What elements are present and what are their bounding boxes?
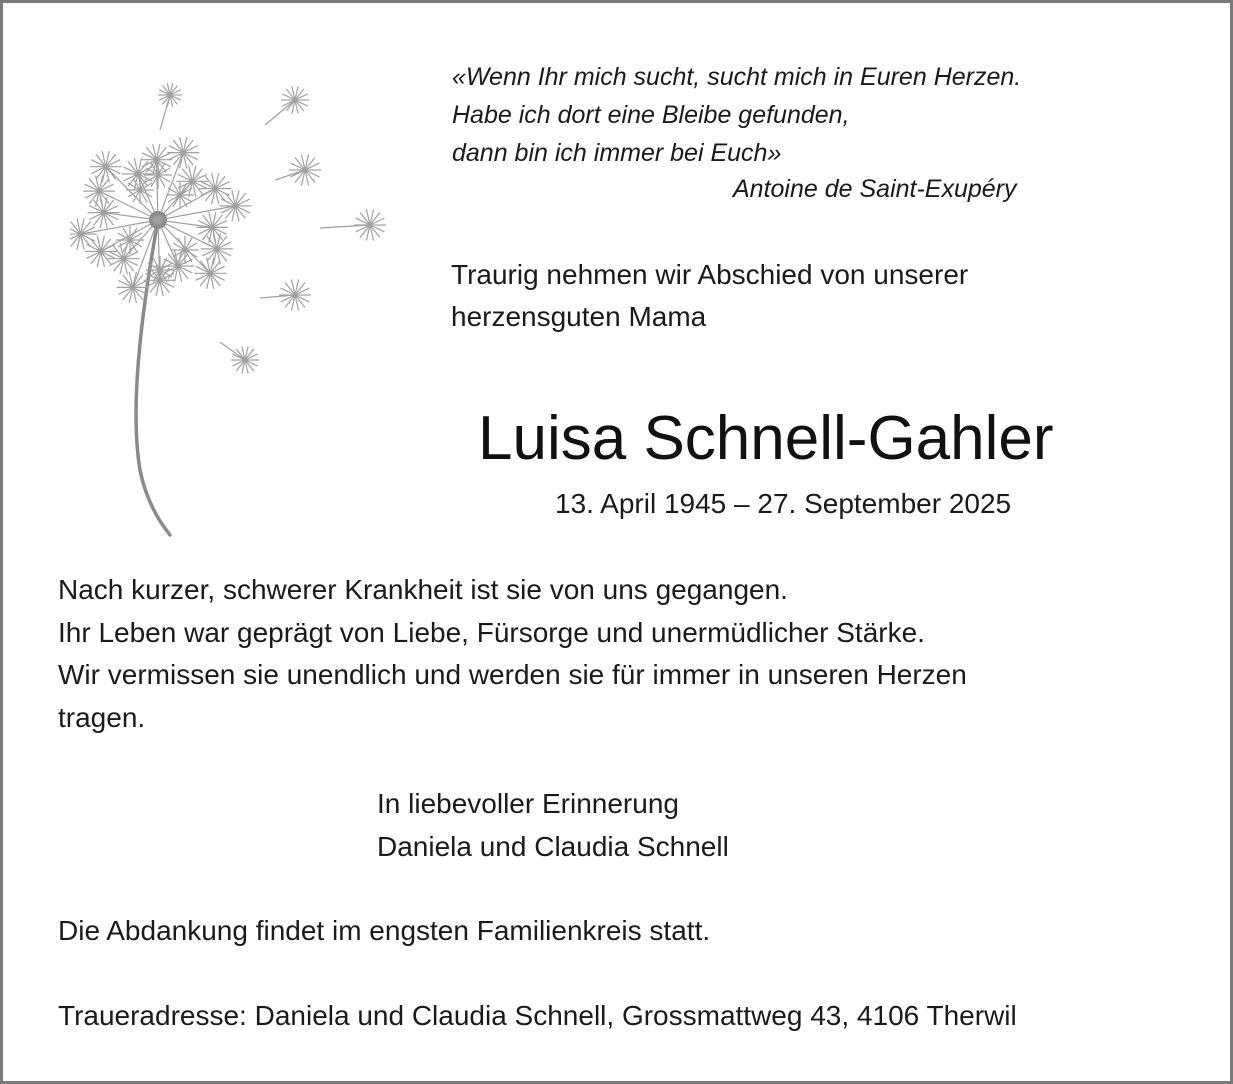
quote-line: dann bin ich immer bei Euch» bbox=[452, 139, 782, 167]
quote-line: Habe ich dort eine Bleibe gefunden, bbox=[452, 101, 850, 129]
quote-author: Antoine de Saint-Exupéry bbox=[733, 175, 1017, 203]
intro-line: herzensguten Mama bbox=[451, 301, 707, 332]
memory-signature bbox=[377, 782, 729, 868]
life-dates: 13. April 1945 – 27. September 2025 bbox=[555, 488, 1012, 519]
intro-text bbox=[451, 254, 968, 338]
memory-line: In liebevoller Erinnerung bbox=[377, 788, 679, 819]
body-line: Ihr Leben war geprägt von Liebe, Fürsorge und unermüdlicher Stärke. bbox=[58, 616, 925, 648]
memory-line: Daniela und Claudia Schnell bbox=[377, 831, 729, 862]
quote-block bbox=[452, 58, 1021, 172]
intro-line: Traurig nehmen wir Abschied von unserer bbox=[451, 259, 969, 290]
ceremony-note: Die Abdankung findet im engsten Familienkreis statt. bbox=[58, 915, 711, 946]
mourning-address: Traueradresse: Daniela und Claudia Schnell, Grossmattweg 43, 4106 Therwil bbox=[58, 1000, 1017, 1031]
body-text bbox=[58, 569, 967, 739]
body-line: Wir vermissen sie unendlich und werden sie für immer in unseren Herzen bbox=[58, 659, 967, 690]
deceased-name: Luisa Schnell-Gahler bbox=[478, 404, 1054, 473]
body-line: tragen. bbox=[58, 701, 146, 733]
body-line: Nach kurzer, schwerer Krankheit ist sie von uns gegangen. bbox=[58, 574, 788, 605]
dandelion-icon bbox=[70, 70, 390, 540]
quote-line: «Wenn Ihr mich sucht, sucht mich in Euren Herzen. bbox=[452, 63, 1022, 91]
